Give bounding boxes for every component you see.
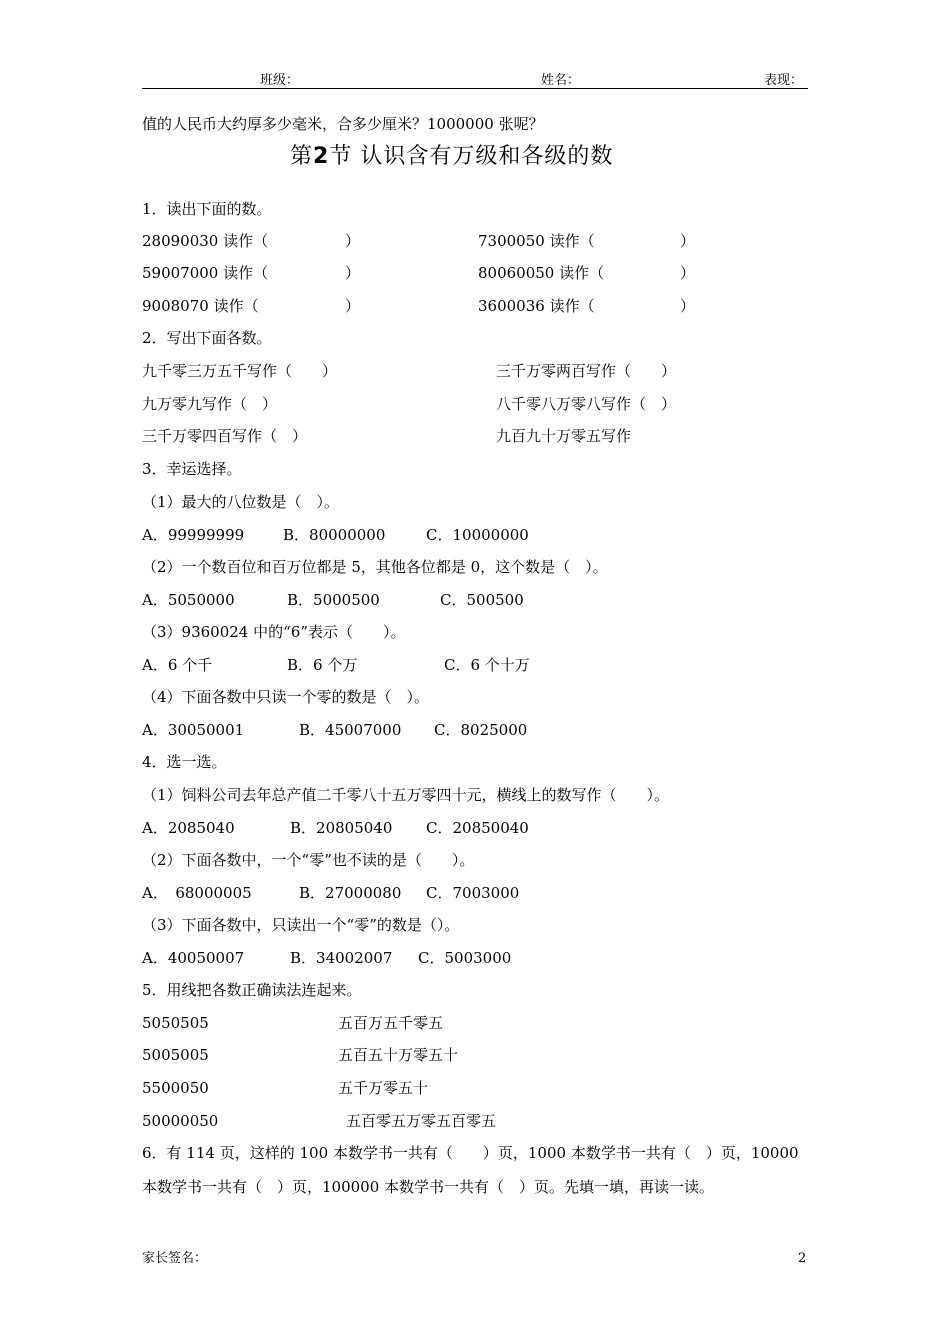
- q5-reading: 五百五十万零五十: [338, 1046, 459, 1064]
- q3-option-b: B．5000500: [287, 591, 380, 609]
- q1-item: 9008070 读作（: [142, 297, 259, 315]
- section-title: [290, 146, 613, 168]
- q3-question: （2）一个数百位和百万位都是 5，其他各位都是 0，这个数是（ ）。: [142, 558, 608, 576]
- q5-number: 50000050: [142, 1112, 219, 1130]
- q4-option-c: C．5003000: [418, 949, 512, 967]
- title-number: 2: [313, 144, 330, 169]
- q3-option-c: C．6 个十万: [444, 656, 530, 674]
- title-prefix: 第: [290, 144, 314, 169]
- q3-option-b: B．6 个万: [287, 656, 358, 674]
- q4-heading: 4．选一选。: [142, 753, 227, 771]
- q3-option-a: A．6 个千: [142, 656, 213, 674]
- parent-signature-label: 家长签名：: [142, 1251, 208, 1266]
- q2-item: 三千万零四百写作（ ）: [142, 427, 308, 445]
- q4-question: （2）下面各数中，一个“零”也不读的是（ ）。: [142, 851, 475, 869]
- q2-item: 八千零八万零八写作（ ）: [496, 395, 677, 413]
- q4-option-a: A．40050007: [142, 949, 245, 967]
- performance-label: 表现：: [764, 73, 804, 88]
- q5-reading: 五百万五千零五: [338, 1014, 444, 1032]
- class-label: 班级：: [260, 73, 300, 88]
- q5-heading: 5．用线把各数正确读法连起来。: [142, 981, 362, 999]
- q5-number: 5050505: [142, 1014, 209, 1032]
- q3-option-c: C．10000000: [426, 526, 529, 544]
- q1-item-close: ）: [345, 232, 361, 250]
- q4-option-a: A． 68000005: [142, 884, 252, 902]
- page-number: 2: [798, 1251, 807, 1266]
- q4-option-b: B．34002007: [290, 949, 393, 967]
- q4-option-c: C．7003000: [426, 884, 520, 902]
- q6-line: 本数学书一共有（ ）页，100000 本数学书一共有（ ）页。先填一填，再读一读。: [142, 1178, 715, 1196]
- header-rule: [142, 88, 808, 89]
- q3-option-c: C．500500: [440, 591, 524, 609]
- q3-option-a: A．99999999: [142, 526, 245, 544]
- q3-option-a: A．30050001: [142, 721, 245, 739]
- q1-item-close: ）: [680, 264, 696, 282]
- q1-item-close: ）: [345, 264, 361, 282]
- name-label: 姓名：: [541, 73, 581, 88]
- q1-item: 7300050 读作（: [478, 232, 595, 250]
- q4-option-b: B．27000080: [299, 884, 402, 902]
- q4-option-a: A．2085040: [142, 819, 235, 837]
- q4-question: （3）下面各数中，只读出一个“零”的数是（）。: [142, 916, 460, 934]
- q4-option-c: C．20850040: [426, 819, 529, 837]
- q1-heading: 1．读出下面的数。: [142, 200, 272, 218]
- q1-item: 28090030 读作（: [142, 232, 269, 250]
- q3-question: （3）9360024 中的“6”表示（ ）。: [142, 623, 406, 641]
- title-suffix: 节 认识含有万级和各级的数: [329, 144, 614, 169]
- q3-option-b: B．80000000: [283, 526, 386, 544]
- q5-number: 5500050: [142, 1079, 209, 1097]
- q3-heading: 3．幸运选择。: [142, 460, 242, 478]
- q1-item-close: ）: [680, 297, 696, 315]
- q2-item: 九万零九写作（ ）: [142, 395, 278, 413]
- q2-heading: 2．写出下面各数。: [142, 329, 272, 347]
- q1-item: 3600036 读作（: [478, 297, 595, 315]
- q5-reading: 五千万零五十: [338, 1079, 429, 1097]
- q3-question: （4）下面各数中只读一个零的数是（ ）。: [142, 688, 430, 706]
- q2-item: 九百九十万零五写作: [496, 427, 632, 445]
- intro-line: 值的人民币大约厚多少毫米，合多少厘米？1000000 张呢？: [142, 115, 544, 133]
- q5-reading: 五百零五万零五百零五: [346, 1112, 497, 1130]
- q3-option-c: C．8025000: [434, 721, 528, 739]
- q6-line: 6．有 114 页，这样的 100 本数学书一共有（ ）页，1000 本数学书一共有（ ）页，10000: [142, 1144, 799, 1162]
- q3-question: （1）最大的八位数是（ ）。: [142, 493, 340, 511]
- q1-item: 80060050 读作（: [478, 264, 605, 282]
- q1-item: 59007000 读作（: [142, 264, 269, 282]
- q1-item-close: ）: [680, 232, 696, 250]
- q4-question: （1）饲料公司去年总产值二千零八十五万零四十元，横线上的数写作（ ）。: [142, 786, 670, 804]
- q4-option-b: B．20805040: [290, 819, 393, 837]
- q2-item: 三千万零两百写作（ ）: [496, 362, 677, 380]
- q3-option-b: B．45007000: [299, 721, 402, 739]
- q1-item-close: ）: [345, 297, 361, 315]
- q5-number: 5005005: [142, 1046, 209, 1064]
- q3-option-a: A．5050000: [142, 591, 235, 609]
- q2-item: 九千零三万五千写作（ ）: [142, 362, 338, 380]
